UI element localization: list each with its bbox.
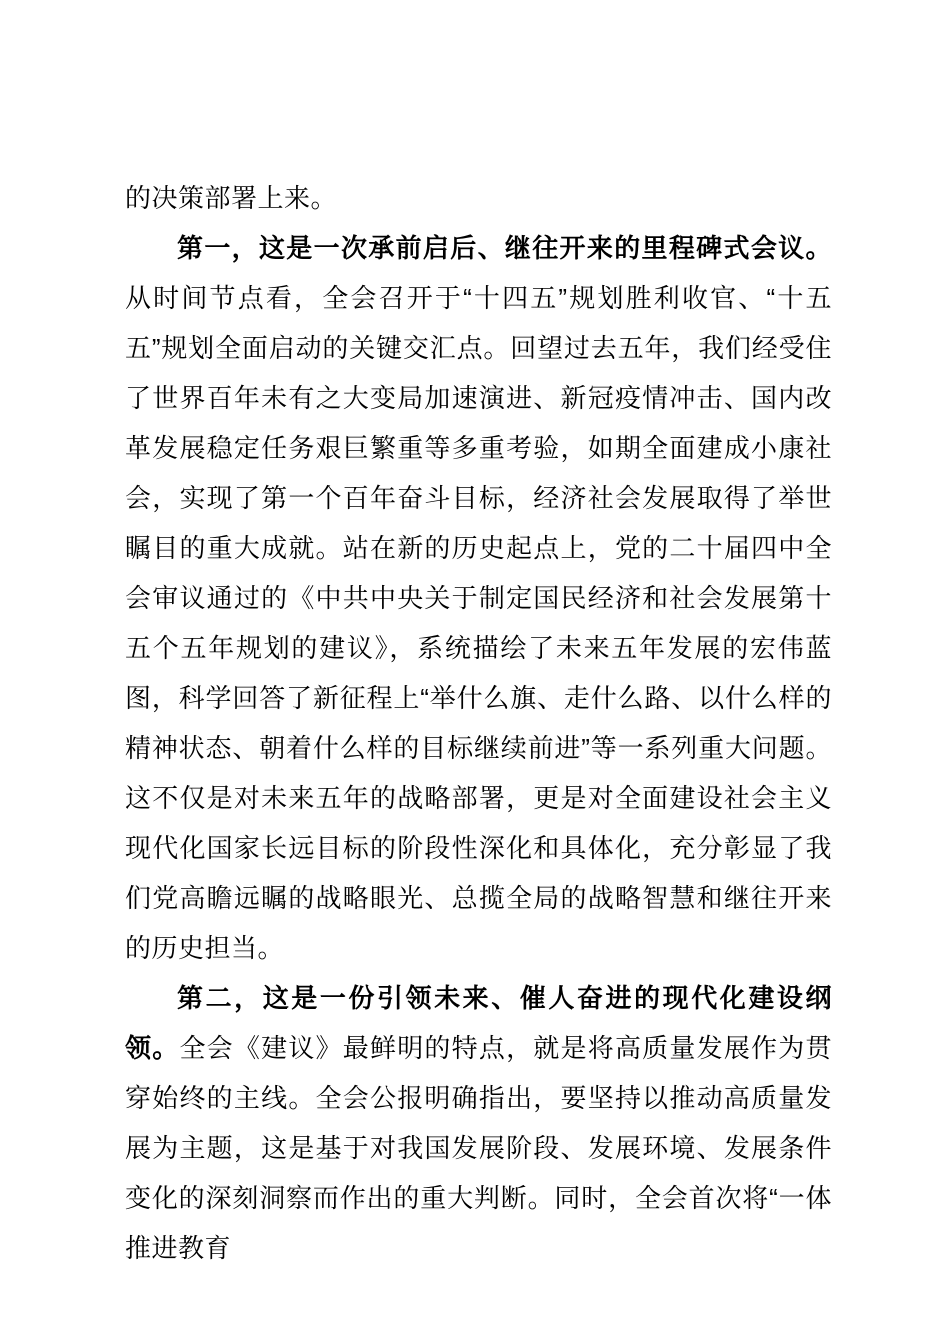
- document-body: [125, 173, 832, 1273]
- paragraph-continuation: [125, 173, 832, 223]
- paragraph-text: 全会《建议》最鲜明的特点，就是将高质量发展作为贯穿始终的主线。全会公报明确指出，要坚持以推动高质量发展为主题，这是基于对我国发展阶段、发展环境、发展条件变化的深刻洞察而作出的重大判断。同时，全会首次将“一体推进教育: [125, 1033, 832, 1263]
- paragraph-text: 的决策部署上来。: [125, 183, 338, 213]
- paragraph-point-two: [125, 973, 832, 1273]
- paragraph-point-one: [125, 223, 832, 973]
- paragraph-text: 从时间节点看，全会召开于“十四五”规划胜利收官、“十五五”规划全面启动的关键交汇点。回望过去五年，我们经受住了世界百年未有之大变局加速演进、新冠疫情冲击、国内改革发展稳定任务艰巨繁重等多重考验，如期全面建成小康社会，实现了第一个百年奋斗目标，经济社会发展取得了举世瞩目的重大成就。站在新的历史起点上，党的二十届四中全会审议通过的《中共中央关于制定国民经济和社会发展第十五个五年规划的建议》，系统描绘了未来五年发展的宏伟蓝图，科学回答了新征程上“举什么旗、走什么路、以什么样的精神状态、朝着什么样的目标继续前进”等一系列重大问题。这不仅是对未来五年的战略部署，更是对全面建设社会主义现代化国家长远目标的阶段性深化和具体化，充分彰显了我们党高瞻远瞩的战略眼光、总揽全局的战略智慧和继往开来的历史担当。: [125, 283, 832, 963]
- bold-lead-sentence: 第二，这是一份引领未来、催人奋进的现代化建设纲领。: [125, 983, 832, 1063]
- bold-lead-sentence: 第一，这是一次承前启后、继往开来的里程碑式会议。: [177, 233, 832, 263]
